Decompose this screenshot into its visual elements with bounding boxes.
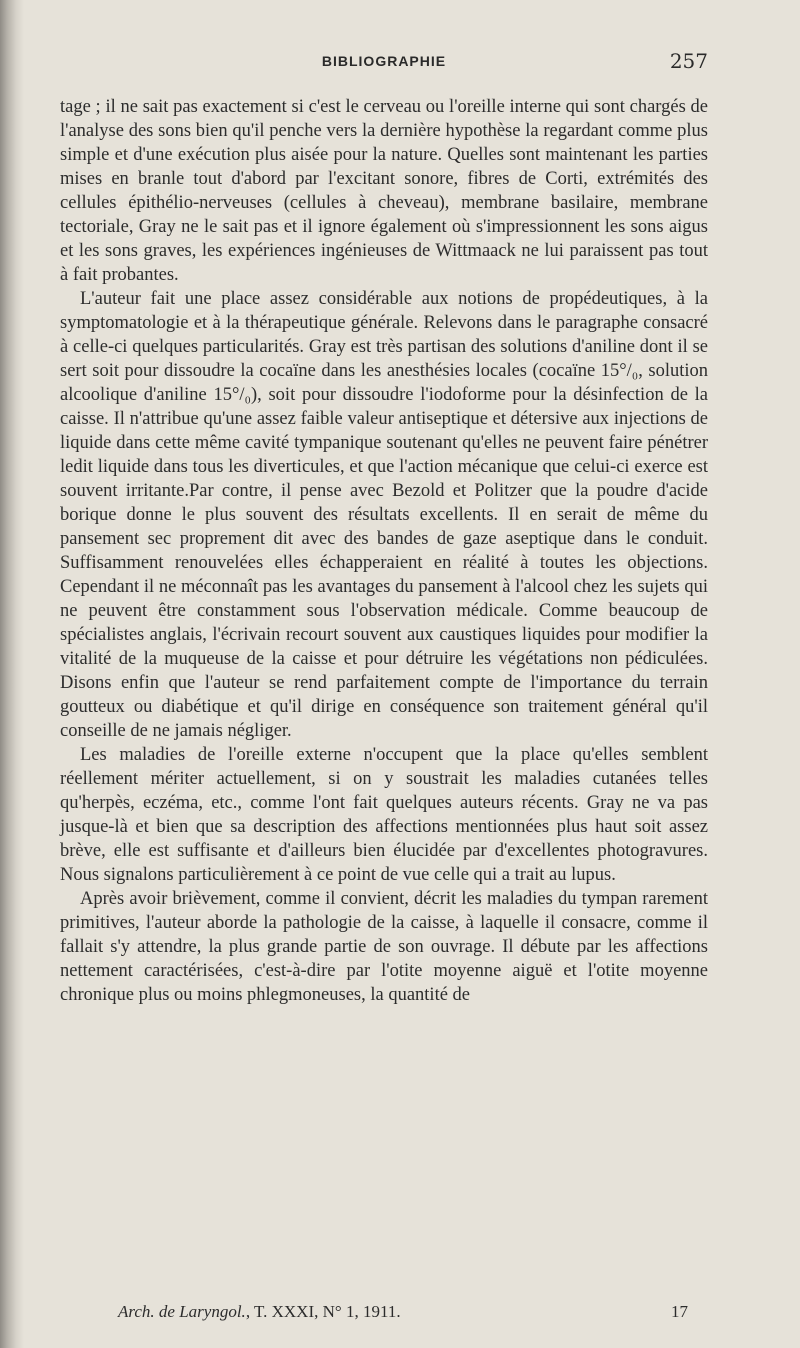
signature-mark: 17 (671, 1302, 688, 1321)
running-title: BIBLIOGRAPHIE (321, 53, 447, 69)
issue-reference: , T. XXXI, N° 1, 1911. (245, 1302, 401, 1321)
footer-citation (118, 1302, 401, 1322)
paragraph-1: tage ; il ne sait pas exactement si c'est le cerveau ou l'oreille interne qui sont chargés de l'analyse des sons bien qu'il penche vers la dernière hypothèse la regardant comme plus simple et d'une exécution plus aisée pour la nature. Quelles sont maintenant les parties mises en branle tout d'abord par l'excitant sonore, fibres de Corti, extrémités des cellules épithélio-nerveuses (cellules à cheveau), membrane basilaire, membrane tectoriale, Gray ne le sait pas et il ignore également où s'impressionnent les sons aigus et les sons graves, les expériences ingénieuses de Wittmaack ne lui paraissent pas tout à fait probantes. (60, 97, 708, 285)
page-footer (60, 1302, 708, 1328)
paragraph-2: L'auteur fait une place assez considérable aux notions de propédeutiques, à la symptomatologie et à la thérapeutique générale. Relevons dans le paragraphe consacré à celle-ci quelques particularités. Gray est très partisan des solutions d'aniline dont il se sert soit pour dissoudre la cocaïne dans les anesthésies locales (cocaïne 15°/₀, solution alcoolique d'aniline 15°/₀), soit pour dissoudre l'iodoforme pour la désinfection de la caisse. Il n'attribue qu'une assez faible valeur antiseptique et détersive aux injections de liquide dans cette même cavité tympanique soutenant qu'elles ne peuvent faire pénétrer ledit liquide dans tous les diverticules, et que l'action mécanique que celui-ci exerce est souvent irritante.Par contre, il pense avec Bezold et Politzer que la poudre d'acide borique donne le plus souvent des résultats excellents. Il en serait de même du pansement sec proprement dit avec des bandes de gaze aseptique dans le conduit. Suffisamment renouvelées elles échapperaient en réalité à toutes les objections. Cependant il ne méconnaît pas les avantages du pansement à l'alcool chez les sujets qui ne peuvent être constamment sous l'observation médicale. Comme beaucoup de spécialistes anglais, l'écrivain recourt souvent aux caustiques liquides pour modifier la vitalité de la muqueuse de la caisse et pour détruire les végétations non pédiculées. Disons enfin que l'auteur se rend parfaitement compte de l'importance du terrain goutteux ou diabétique et qu'il dirige en conséquence son traitement général qu'il conseille de ne jamais négliger. (60, 289, 708, 741)
page-number: 257 (669, 49, 708, 73)
journal-name: Arch. de Laryngol. (118, 1302, 246, 1321)
page-header (60, 50, 708, 80)
page-gutter-shadow (0, 0, 24, 1348)
body-text (60, 95, 708, 1007)
paragraph-4: Après avoir brièvement, comme il convient, décrit les maladies du tympan rarement primitives, l'auteur aborde la pathologie de la caisse, à laquelle il consacre, comme il fallait s'y attendre, la plus grande partie de son ouvrage. Il débute par les affections nettement caractérisées, c'est-à-dire par l'otite moyenne aiguë et l'otite moyenne chronique plus ou moins phlegmoneuses, la quantité de (60, 889, 708, 1005)
paragraph-3: Les maladies de l'oreille externe n'occupent que la place qu'elles semblent réellement mériter actuellement, si on y soustrait les maladies cutanées telles qu'herpès, eczéma, etc., comme l'ont fait quelques auteurs récents. Gray ne va pas jusque-là et bien que sa description des affections mentionnées plus haut soit assez brève, elle est suffisante et d'ailleurs bien élucidée par d'excellentes photogravures. Nous signalons particulièrement à ce point de vue celle qui a trait au lupus. (60, 745, 708, 885)
